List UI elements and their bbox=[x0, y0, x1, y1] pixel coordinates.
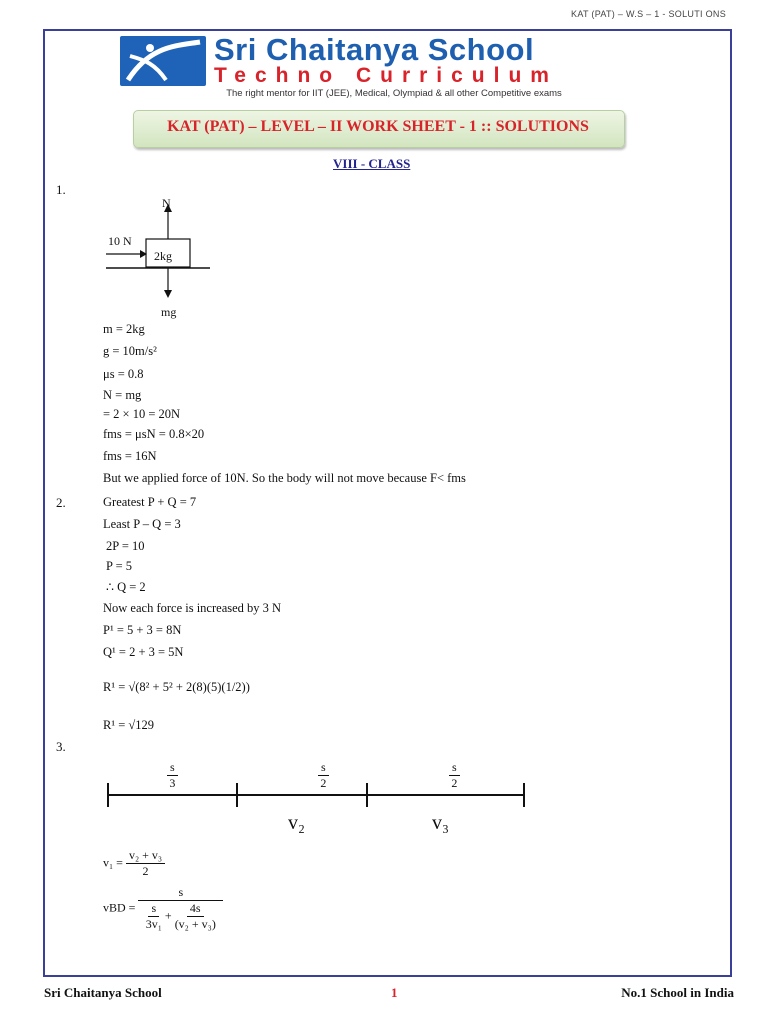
class-label: VIII - CLASS bbox=[333, 156, 411, 171]
q1-line: fms = μsN = 0.8×20 bbox=[103, 427, 205, 441]
brand-tagline: The right mentor for IIT (JEE), Medical, Olympiad & all other Competitive exams bbox=[226, 88, 562, 99]
q2-line: P = 5 bbox=[106, 559, 133, 573]
segment-fraction: $\frac{s}{3}$ bbox=[167, 760, 178, 791]
q1-line: g = 10m/s² bbox=[103, 344, 157, 358]
q1-line: = 2 × 10 = 20N bbox=[103, 407, 181, 421]
q2-line: R¹ = √(8² + 5² + 2(8)(5)(1/2)) bbox=[103, 680, 250, 694]
q1-line: μs = 0.8 bbox=[103, 367, 144, 381]
q2-line: Q¹ = 2 + 3 = 5N bbox=[103, 645, 184, 659]
q2-line: ∴ Q = 2 bbox=[106, 580, 146, 594]
footer-school: Sri Chaitanya School bbox=[44, 985, 162, 1000]
page-title: KAT (PAT) – LEVEL – II WORK SHEET - 1 :: SOLUTIONS bbox=[167, 118, 589, 135]
force-label: 10 N bbox=[108, 234, 132, 248]
q2-line: Least P – Q = 3 bbox=[103, 517, 181, 531]
equation-vbd: vBD = s $\frac{s}{\text{3v₁}}$ + $\frac{4s}{\text{(v₂ + v₃)}}$ bbox=[103, 885, 223, 932]
q2-line: R¹ = √129 bbox=[103, 718, 154, 732]
logo-emblem-icon bbox=[120, 36, 206, 86]
question-number: 3. bbox=[56, 739, 66, 754]
q2-line: Now each force is increased by 3 N bbox=[103, 601, 282, 615]
q2-line: Greatest P + Q = 7 bbox=[103, 495, 197, 509]
segment-fraction: $\frac{s}{2}$ bbox=[449, 760, 460, 791]
q2-line: 2P = 10 bbox=[106, 539, 145, 553]
equation-v1: v₁ = $\frac{\text{v₂ + v₃}}{2}$ bbox=[103, 848, 165, 879]
header-note: KAT (PAT) – W.S – 1 - SOLUTI ONS bbox=[571, 9, 726, 19]
normal-label: N bbox=[162, 196, 171, 210]
q1-line: N = mg bbox=[103, 388, 142, 402]
q1-conclusion: But we applied force of 10N. So the body will not move because F< fms bbox=[103, 471, 466, 485]
q1-line: m = 2kg bbox=[103, 322, 145, 336]
question-number: 2. bbox=[56, 495, 66, 510]
velocity-v3: v₃ bbox=[432, 812, 449, 834]
school-logo bbox=[120, 36, 206, 86]
velocity-v2: v₂ bbox=[288, 812, 305, 834]
weight-arrow-head bbox=[164, 290, 172, 298]
q1-line: fms = 16N bbox=[103, 449, 157, 463]
weight-label: mg bbox=[161, 305, 177, 319]
q2-line: P¹ = 5 + 3 = 8N bbox=[103, 623, 182, 637]
brand-name: Sri Chaitanya School bbox=[214, 32, 535, 67]
footer-tagline: No.1 School in India bbox=[621, 985, 734, 1000]
brand-subtitle: Techno Curriculum bbox=[214, 64, 558, 87]
question-number: 1. bbox=[56, 182, 66, 197]
mass-label: 2kg bbox=[154, 249, 172, 263]
segment-fraction: $\frac{s}{2}$ bbox=[318, 760, 329, 791]
page-number: 1 bbox=[391, 985, 398, 1000]
